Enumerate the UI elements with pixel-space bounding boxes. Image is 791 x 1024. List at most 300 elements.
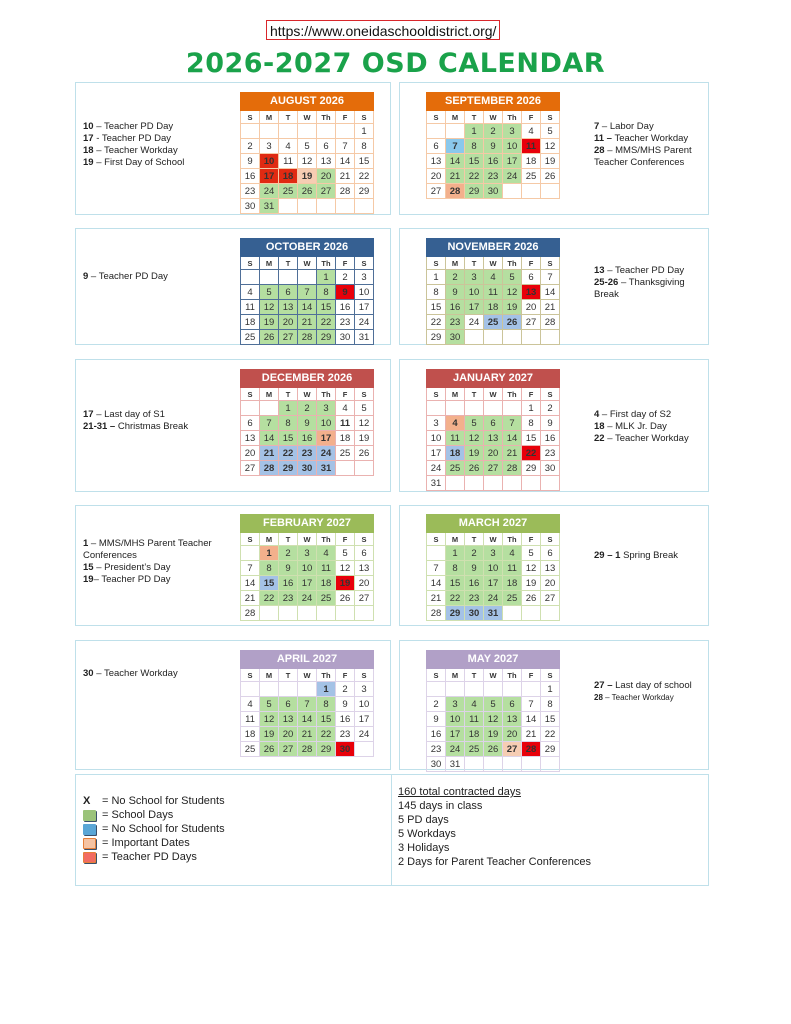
weekday-label: M <box>260 257 279 270</box>
day-cell: 21 <box>260 446 279 461</box>
day-cell: 11 <box>446 431 465 446</box>
day-totals <box>398 785 591 869</box>
day-cell: 30 <box>298 461 317 476</box>
weekday-label: S <box>241 257 260 270</box>
day-cell: 26 <box>503 315 522 330</box>
day-cell: 17 <box>427 446 446 461</box>
day-cell <box>355 199 374 214</box>
weekday-label: T <box>279 669 298 682</box>
day-cell: 1 <box>446 546 465 561</box>
week-row <box>427 169 560 184</box>
day-cell: 16 <box>336 712 355 727</box>
day-cell: 19 <box>336 576 355 591</box>
day-cell: 2 <box>279 546 298 561</box>
weekday-label: Th <box>317 533 336 546</box>
day-cell <box>465 476 484 491</box>
day-cell: 10 <box>298 561 317 576</box>
day-cell <box>541 184 560 199</box>
day-cell: 6 <box>317 139 336 154</box>
weekday-label: W <box>298 257 317 270</box>
day-cell: 9 <box>465 561 484 576</box>
week-row <box>241 139 374 154</box>
day-cell: 9 <box>446 285 465 300</box>
day-cell: 27 <box>522 315 541 330</box>
legend-item-no-school <box>83 822 225 836</box>
week-row <box>241 682 374 697</box>
day-cell: 18 <box>241 727 260 742</box>
day-cell: 15 <box>317 300 336 315</box>
day-cell <box>298 270 317 285</box>
day-cell: 4 <box>465 697 484 712</box>
day-cell: 11 <box>336 416 355 431</box>
note: 13 – Teacher PD Day <box>594 265 685 276</box>
day-cell: 28 <box>541 315 560 330</box>
week-row <box>241 315 374 330</box>
weekday-label: S <box>241 669 260 682</box>
day-cell: 2 <box>446 270 465 285</box>
day-cell <box>484 401 503 416</box>
day-cell: 27 <box>241 461 260 476</box>
day-cell <box>484 757 503 772</box>
week-row <box>427 591 560 606</box>
day-cell: 7 <box>541 270 560 285</box>
week-row <box>241 446 374 461</box>
weekday-label: W <box>484 257 503 270</box>
day-cell: 9 <box>336 697 355 712</box>
day-cell: 24 <box>298 591 317 606</box>
month-title: OCTOBER 2026 <box>241 239 374 257</box>
day-cell: 13 <box>241 431 260 446</box>
week-row <box>241 285 374 300</box>
day-cell: 27 <box>503 742 522 757</box>
day-cell: 14 <box>241 576 260 591</box>
day-cell <box>241 270 260 285</box>
note: 22 – Teacher Workday <box>594 433 689 444</box>
day-cell: 10 <box>427 431 446 446</box>
week-row <box>241 270 374 285</box>
day-cell: 18 <box>336 431 355 446</box>
day-cell: 7 <box>522 697 541 712</box>
day-cell: 21 <box>298 727 317 742</box>
day-cell: 1 <box>465 124 484 139</box>
day-cell: 27 <box>317 184 336 199</box>
day-cell: 11 <box>241 712 260 727</box>
day-cell: 12 <box>484 712 503 727</box>
day-cell: 21 <box>336 169 355 184</box>
day-cell: 18 <box>465 727 484 742</box>
day-cell: 6 <box>355 546 374 561</box>
day-cell: 25 <box>241 742 260 757</box>
day-cell <box>503 757 522 772</box>
note: 17 – Last day of S1 <box>83 409 165 420</box>
week-row <box>427 742 560 757</box>
day-cell: 28 <box>427 606 446 621</box>
weekday-label: Th <box>503 257 522 270</box>
day-cell: 13 <box>427 154 446 169</box>
day-cell: 13 <box>522 285 541 300</box>
day-cell: 23 <box>336 315 355 330</box>
weekday-label: F <box>522 533 541 546</box>
week-row <box>427 576 560 591</box>
weekday-label: S <box>427 669 446 682</box>
weekday-label: S <box>355 388 374 401</box>
day-cell <box>446 476 465 491</box>
day-cell: 4 <box>241 285 260 300</box>
day-cell: 14 <box>427 576 446 591</box>
day-cell: 26 <box>336 591 355 606</box>
day-cell: 4 <box>484 270 503 285</box>
day-cell: 31 <box>484 606 503 621</box>
day-cell: 16 <box>336 300 355 315</box>
day-cell: 31 <box>317 461 336 476</box>
day-cell: 14 <box>522 712 541 727</box>
day-cell: 22 <box>522 446 541 461</box>
day-cell: 31 <box>446 757 465 772</box>
day-cell: 13 <box>484 431 503 446</box>
day-cell: 7 <box>298 697 317 712</box>
day-cell <box>355 606 374 621</box>
day-cell: 22 <box>260 591 279 606</box>
day-cell: 12 <box>298 154 317 169</box>
day-cell: 29 <box>355 184 374 199</box>
weekday-label: F <box>336 669 355 682</box>
day-cell <box>241 546 260 561</box>
weekday-label: S <box>541 669 560 682</box>
day-cell: 11 <box>279 154 298 169</box>
day-cell: 25 <box>317 591 336 606</box>
week-row <box>241 576 374 591</box>
day-cell: 29 <box>465 184 484 199</box>
notes-jan <box>594 409 706 445</box>
notes-apr <box>83 668 233 680</box>
day-cell: 20 <box>279 727 298 742</box>
day-cell: 22 <box>465 169 484 184</box>
day-cell: 5 <box>260 285 279 300</box>
weekday-label: S <box>427 388 446 401</box>
day-cell: 28 <box>503 461 522 476</box>
day-cell: 10 <box>260 154 279 169</box>
day-cell: 30 <box>465 606 484 621</box>
month-title: NOVEMBER 2026 <box>427 239 560 257</box>
day-cell: 18 <box>317 576 336 591</box>
day-cell: 11 <box>503 561 522 576</box>
note: 4 – First day of S2 <box>594 409 672 420</box>
day-cell: 19 <box>260 315 279 330</box>
day-cell <box>446 682 465 697</box>
legend-label: = Important Dates <box>102 837 190 849</box>
day-cell <box>298 199 317 214</box>
day-cell <box>279 199 298 214</box>
note: 18 – MLK Jr. Day <box>594 421 667 432</box>
day-cell: 25 <box>484 315 503 330</box>
week-row <box>427 270 560 285</box>
stats-line: 3 Holidays <box>398 842 450 854</box>
day-cell: 31 <box>355 330 374 345</box>
day-cell: 7 <box>503 416 522 431</box>
day-cell: 23 <box>446 315 465 330</box>
day-cell: 9 <box>279 561 298 576</box>
day-cell: 31 <box>427 476 446 491</box>
day-cell: 17 <box>260 169 279 184</box>
day-cell: 27 <box>427 184 446 199</box>
day-cell <box>541 606 560 621</box>
day-cell: 20 <box>484 446 503 461</box>
weekday-label: S <box>541 388 560 401</box>
weekday-label: S <box>427 257 446 270</box>
day-cell: 27 <box>279 330 298 345</box>
legend-label: = School Days <box>102 809 174 821</box>
day-cell: 26 <box>260 330 279 345</box>
weekday-label: W <box>484 669 503 682</box>
week-row <box>241 561 374 576</box>
calendar-mar <box>426 514 560 621</box>
week-row <box>427 757 560 772</box>
day-cell <box>522 682 541 697</box>
day-cell <box>298 682 317 697</box>
day-cell: 23 <box>541 446 560 461</box>
weekday-label: F <box>336 388 355 401</box>
day-cell: 5 <box>484 697 503 712</box>
day-cell: 27 <box>541 591 560 606</box>
day-cell: 16 <box>484 154 503 169</box>
day-cell: 9 <box>298 416 317 431</box>
day-cell: 17 <box>317 431 336 446</box>
day-cell: 21 <box>241 591 260 606</box>
day-cell: 25 <box>503 591 522 606</box>
day-cell: 15 <box>541 712 560 727</box>
week-row <box>427 431 560 446</box>
week-row <box>427 682 560 697</box>
day-cell: 6 <box>522 270 541 285</box>
day-cell: 10 <box>503 139 522 154</box>
month-title: JANUARY 2027 <box>427 370 560 388</box>
day-cell: 2 <box>336 270 355 285</box>
week-row <box>241 606 374 621</box>
weekday-label: F <box>336 111 355 124</box>
day-cell <box>336 461 355 476</box>
day-cell: 17 <box>465 300 484 315</box>
day-cell: 25 <box>522 169 541 184</box>
day-cell: 16 <box>465 576 484 591</box>
day-cell: 8 <box>355 139 374 154</box>
day-cell: 23 <box>241 184 260 199</box>
day-cell <box>522 476 541 491</box>
day-cell <box>298 124 317 139</box>
day-cell: 20 <box>317 169 336 184</box>
day-cell: 10 <box>355 697 374 712</box>
weekday-label: S <box>427 111 446 124</box>
calendar-may <box>426 650 560 772</box>
week-row <box>427 712 560 727</box>
day-cell: 22 <box>446 591 465 606</box>
note: 28 – Teacher Workday <box>594 693 674 702</box>
day-cell: 20 <box>355 576 374 591</box>
day-cell: 14 <box>298 712 317 727</box>
day-cell <box>260 124 279 139</box>
day-cell: 4 <box>279 139 298 154</box>
day-cell: 7 <box>298 285 317 300</box>
day-cell: 20 <box>503 727 522 742</box>
day-cell: 7 <box>446 139 465 154</box>
day-cell: 16 <box>241 169 260 184</box>
weekday-label: T <box>465 533 484 546</box>
calendar-dec <box>240 369 374 476</box>
week-row <box>427 461 560 476</box>
note: 9 – Teacher PD Day <box>83 271 168 282</box>
day-cell: 9 <box>241 154 260 169</box>
day-cell: 5 <box>503 270 522 285</box>
day-cell: 31 <box>260 199 279 214</box>
day-cell <box>317 124 336 139</box>
note: 17 - Teacher PD Day <box>83 133 172 144</box>
day-cell: 14 <box>260 431 279 446</box>
day-cell: 10 <box>465 285 484 300</box>
day-cell: 28 <box>298 330 317 345</box>
week-row <box>427 124 560 139</box>
day-cell <box>465 330 484 345</box>
weekday-label: Th <box>317 111 336 124</box>
weekday-label: T <box>465 388 484 401</box>
day-cell: 26 <box>298 184 317 199</box>
month-title: MAY 2027 <box>427 651 560 669</box>
weekday-label: S <box>355 257 374 270</box>
week-row <box>241 199 374 214</box>
day-cell: 25 <box>241 330 260 345</box>
day-cell: 21 <box>427 591 446 606</box>
day-cell <box>522 757 541 772</box>
day-cell: 6 <box>241 416 260 431</box>
weekday-label: S <box>241 388 260 401</box>
note: 19 – First Day of School <box>83 157 185 168</box>
week-row <box>427 697 560 712</box>
legend-item-pd <box>83 850 225 864</box>
day-cell <box>465 401 484 416</box>
weekday-label: W <box>484 533 503 546</box>
day-cell: 21 <box>522 727 541 742</box>
day-cell: 7 <box>260 416 279 431</box>
district-url-link[interactable]: https://www.oneidaschooldistrict.org/ <box>266 20 500 40</box>
weekday-label: M <box>446 533 465 546</box>
weekday-label: W <box>298 533 317 546</box>
day-cell: 14 <box>503 431 522 446</box>
day-cell: 23 <box>484 169 503 184</box>
weekday-label: W <box>298 111 317 124</box>
day-cell: 5 <box>522 546 541 561</box>
day-cell: 14 <box>298 300 317 315</box>
day-cell: 5 <box>298 139 317 154</box>
notes-oct <box>83 271 233 283</box>
day-cell <box>503 476 522 491</box>
month-title: APRIL 2027 <box>241 651 374 669</box>
day-cell: 4 <box>446 416 465 431</box>
day-cell <box>279 124 298 139</box>
week-row <box>241 401 374 416</box>
day-cell: 3 <box>503 124 522 139</box>
day-cell: 27 <box>279 742 298 757</box>
weekday-label: Th <box>503 388 522 401</box>
day-cell: 29 <box>427 330 446 345</box>
day-cell: 10 <box>317 416 336 431</box>
day-cell <box>484 476 503 491</box>
day-cell: 4 <box>522 124 541 139</box>
day-cell <box>446 124 465 139</box>
day-cell: 13 <box>317 154 336 169</box>
day-cell <box>484 682 503 697</box>
day-cell: 30 <box>427 757 446 772</box>
day-cell: 1 <box>317 270 336 285</box>
day-cell: 8 <box>427 285 446 300</box>
day-cell <box>241 124 260 139</box>
day-cell <box>503 606 522 621</box>
day-cell: 3 <box>317 401 336 416</box>
notes-dec <box>83 409 233 433</box>
day-cell <box>355 742 374 757</box>
day-cell: 15 <box>522 431 541 446</box>
day-cell: 24 <box>465 315 484 330</box>
day-cell: 6 <box>427 139 446 154</box>
day-cell: 15 <box>465 154 484 169</box>
day-cell: 12 <box>260 300 279 315</box>
weekday-label: S <box>541 111 560 124</box>
day-cell: 9 <box>336 285 355 300</box>
day-cell <box>541 757 560 772</box>
weekday-label: T <box>279 111 298 124</box>
day-cell: 21 <box>503 446 522 461</box>
day-cell <box>522 184 541 199</box>
weekday-label: Th <box>317 669 336 682</box>
day-cell: 11 <box>465 712 484 727</box>
day-cell: 11 <box>484 285 503 300</box>
day-cell: 16 <box>446 300 465 315</box>
day-cell <box>541 476 560 491</box>
day-cell: 29 <box>541 742 560 757</box>
day-cell: 30 <box>336 742 355 757</box>
calendar-jan <box>426 369 560 491</box>
week-row <box>241 416 374 431</box>
day-cell: 5 <box>260 697 279 712</box>
day-cell: 25 <box>336 446 355 461</box>
day-cell <box>427 401 446 416</box>
note: 30 – Teacher Workday <box>83 668 178 679</box>
day-cell: 1 <box>279 401 298 416</box>
note: 7 – Labor Day <box>594 121 654 132</box>
note: 19– Teacher PD Day <box>83 574 171 585</box>
day-cell: 7 <box>241 561 260 576</box>
day-cell: 16 <box>298 431 317 446</box>
day-cell: 27 <box>484 461 503 476</box>
day-cell: 26 <box>522 591 541 606</box>
day-cell: 4 <box>317 546 336 561</box>
day-cell: 28 <box>298 742 317 757</box>
day-cell: 25 <box>279 184 298 199</box>
stats-heading: 160 total contracted days <box>398 786 521 798</box>
day-cell: 1 <box>522 401 541 416</box>
day-cell: 27 <box>355 591 374 606</box>
week-row <box>427 139 560 154</box>
legend-label: = No School for Students <box>102 823 225 835</box>
day-cell: 6 <box>279 697 298 712</box>
day-cell: 30 <box>241 199 260 214</box>
weekday-label: Th <box>317 388 336 401</box>
notes-sep <box>594 121 706 169</box>
day-cell: 8 <box>260 561 279 576</box>
weekday-label: T <box>465 669 484 682</box>
week-row <box>427 154 560 169</box>
day-cell <box>427 682 446 697</box>
day-cell: 1 <box>541 682 560 697</box>
day-cell: 20 <box>279 315 298 330</box>
day-cell: 19 <box>465 446 484 461</box>
